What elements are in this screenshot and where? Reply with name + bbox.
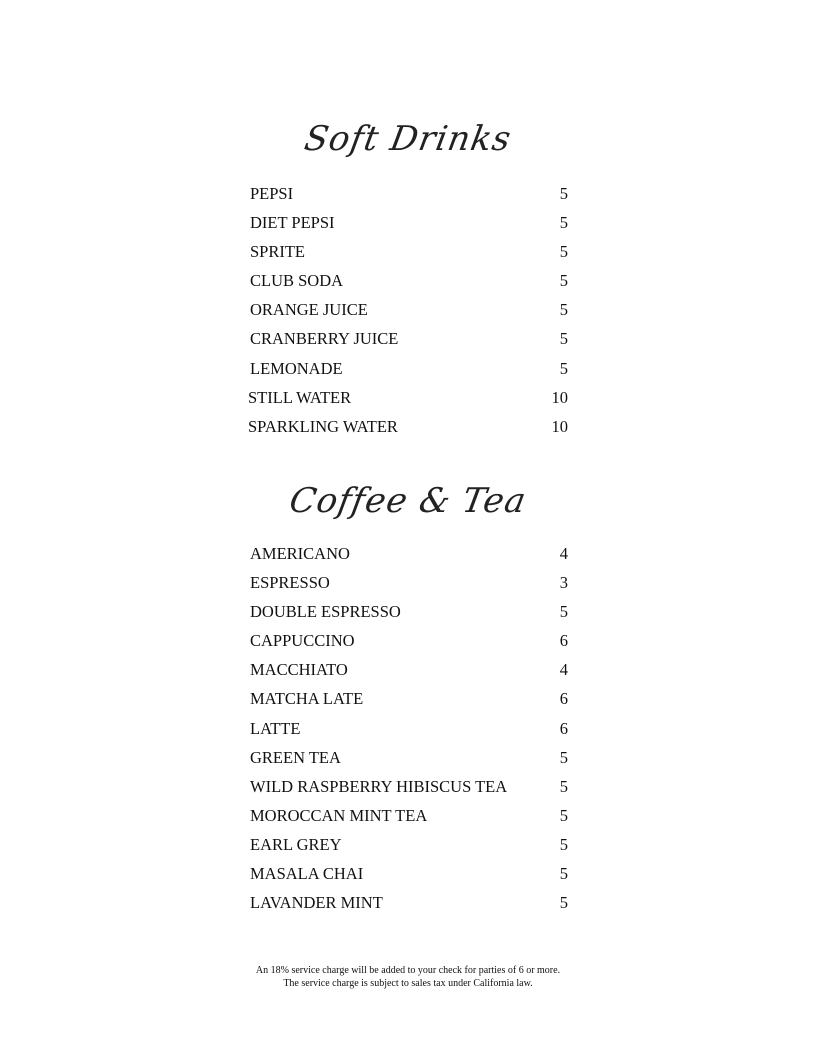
item-price: 5 [559, 747, 568, 767]
item-name: CRANBERRY JUICE [250, 329, 399, 349]
item-name: EARL GREY [250, 834, 342, 854]
service-charge-note [0, 965, 816, 990]
item-name: ESPRESSO [250, 573, 330, 593]
item-name: DIET PEPSI [250, 213, 335, 233]
item-price: 4 [559, 544, 568, 563]
item-name: AMERICANO [250, 544, 350, 563]
item-price: 5 [559, 242, 568, 262]
item-price: 5 [559, 602, 568, 622]
menu-item [248, 626, 572, 655]
item-price: 5 [559, 329, 568, 349]
item-price: 6 [559, 631, 568, 651]
menu-item [248, 859, 572, 888]
item-price: 6 [559, 689, 568, 709]
item-price: 5 [559, 300, 568, 320]
menu-item [248, 237, 572, 266]
item-name: PEPSI [250, 184, 294, 203]
item-name: LATTE [250, 718, 301, 738]
item-name: MATCHA LATE [250, 689, 364, 709]
coffee-tea-heading: Coffee & Tea [286, 481, 530, 521]
item-price: 6 [559, 718, 568, 738]
footer-line-2: The service charge is subject to sales tax under California law. [283, 977, 533, 989]
menu-item [248, 597, 572, 626]
item-name: LEMONADE [250, 358, 343, 378]
menu-item [248, 743, 572, 772]
item-price: 5 [559, 834, 568, 854]
menu-item [248, 655, 572, 684]
item-name: MACCHIATO [250, 660, 348, 680]
item-name: CLUB SODA [250, 271, 344, 291]
menu-item [248, 324, 572, 353]
footer-line-1: An 18% service charge will be added to your check for parties of 6 or more. [255, 965, 561, 976]
item-price: 5 [559, 184, 568, 203]
item-name: WILD RASPBERRY HIBISCUS TEA [250, 776, 508, 796]
item-price: 5 [559, 776, 568, 796]
menu-item [248, 295, 572, 324]
menu-item [248, 179, 572, 208]
item-name: SPARKLING WATER [248, 416, 398, 436]
item-name: MASALA CHAI [250, 864, 364, 884]
menu-item [248, 801, 572, 830]
item-price: 5 [559, 805, 568, 825]
item-price: 10 [551, 387, 568, 407]
menu-item [248, 383, 572, 412]
item-name: SPRITE [250, 242, 306, 262]
menu-item [248, 208, 572, 237]
item-name: DOUBLE ESPRESSO [250, 602, 401, 622]
menu-item [248, 266, 572, 295]
item-price: 5 [559, 271, 568, 291]
menu-item [248, 888, 572, 917]
item-price: 5 [559, 893, 568, 913]
menu-item [248, 568, 572, 597]
item-price: 5 [559, 213, 568, 233]
item-price: 5 [559, 358, 568, 378]
menu-item [248, 714, 572, 743]
soft-drinks-heading: Soft Drinks [301, 119, 515, 159]
item-name: MOROCCAN MINT TEA [250, 805, 428, 825]
item-price: 3 [559, 573, 568, 593]
item-name: STILL WATER [248, 387, 352, 407]
item-name: LAVANDER MINT [250, 893, 383, 913]
menu-item [248, 830, 572, 859]
menu-item [248, 412, 572, 441]
item-price: 4 [559, 660, 568, 680]
item-name: ORANGE JUICE [250, 300, 368, 320]
menu-item [248, 772, 572, 801]
item-price: 5 [559, 864, 568, 884]
soft-drinks-menu [248, 179, 572, 441]
item-name: CAPPUCCINO [250, 631, 355, 651]
item-price: 10 [551, 416, 568, 436]
menu-item [248, 539, 572, 568]
coffee-tea-menu [248, 539, 572, 917]
item-name: GREEN TEA [250, 747, 341, 767]
menu-item [248, 354, 572, 383]
menu-item [248, 684, 572, 713]
